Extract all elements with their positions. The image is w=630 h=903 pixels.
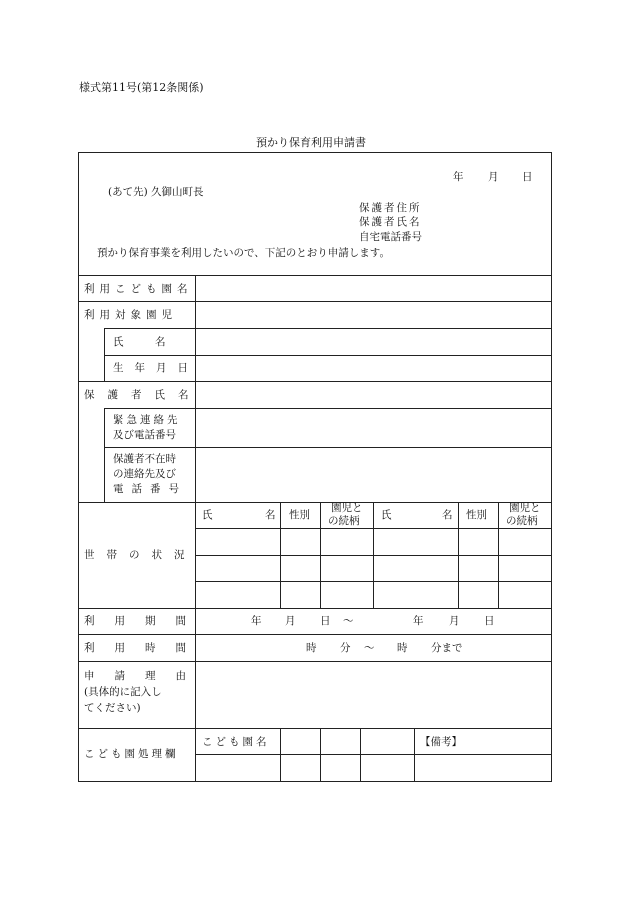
household-label: 世帯の状況 bbox=[84, 549, 197, 561]
col-divider bbox=[373, 502, 374, 608]
frame-top bbox=[78, 152, 552, 153]
hh-col-relation-2b: の続柄 bbox=[506, 515, 538, 527]
frame-left bbox=[78, 152, 79, 782]
emergency-contact-label-1: 緊急連絡先 bbox=[113, 414, 181, 426]
office-kindergarten-name: こども園名 bbox=[202, 736, 270, 748]
time-tilde: ～ bbox=[364, 642, 375, 654]
time-min-1: 分 bbox=[340, 642, 351, 654]
row-line bbox=[195, 754, 552, 755]
row-line bbox=[104, 328, 552, 329]
col-divider bbox=[320, 728, 321, 782]
row-line bbox=[78, 661, 552, 662]
row-line bbox=[104, 355, 552, 356]
row-line bbox=[78, 275, 552, 276]
hh-col-name-2b: 名 bbox=[442, 509, 453, 521]
col-divider bbox=[458, 502, 459, 608]
row-line bbox=[78, 301, 552, 302]
col-divider bbox=[280, 502, 281, 608]
absent-contact-label-2: の連絡先及び bbox=[113, 468, 176, 480]
row-line bbox=[78, 381, 552, 382]
time-until: 分まで bbox=[431, 642, 463, 654]
hh-col-gender: 性別 bbox=[289, 509, 310, 521]
label-column-divider bbox=[195, 275, 196, 782]
period-year-2: 年 bbox=[413, 615, 424, 627]
indent-divider bbox=[104, 328, 105, 381]
row-line bbox=[104, 408, 552, 409]
time-label: 利用時間 bbox=[84, 642, 206, 654]
office-label: こども園処理欄 bbox=[84, 748, 179, 760]
period-tilde: ～ bbox=[343, 615, 354, 627]
period-month-1: 月 bbox=[285, 615, 296, 627]
guardian-name-label: 保護者氏名 bbox=[359, 216, 422, 228]
guardian-address-label: 保護者住所 bbox=[359, 202, 422, 214]
hh-col-relation-1: 園児と bbox=[331, 502, 363, 514]
col-divider bbox=[320, 502, 321, 608]
frame-right bbox=[551, 152, 552, 782]
addressee: (あて先) 久御山町長 bbox=[108, 186, 204, 198]
form-number: 様式第11号(第12条関係) bbox=[79, 81, 204, 94]
child-birth-label: 生年月日 bbox=[113, 362, 199, 374]
kindergarten-name-label: 利用こども園名 bbox=[84, 283, 193, 295]
row-line bbox=[78, 634, 552, 635]
time-hour-2: 時 bbox=[397, 642, 408, 654]
indent-divider bbox=[104, 408, 105, 502]
reason-label-1: 申請理由 bbox=[84, 670, 206, 682]
absent-contact-label-1: 保護者不在時 bbox=[113, 453, 176, 465]
reason-label-3: てください) bbox=[84, 702, 141, 714]
hh-col-gender-b: 性別 bbox=[466, 509, 487, 521]
hh-col-relation-2: の続柄 bbox=[328, 515, 360, 527]
frame-bottom bbox=[78, 781, 552, 782]
row-line bbox=[104, 447, 552, 448]
child-name-label: 氏 名 bbox=[113, 336, 166, 348]
period-label: 利用期間 bbox=[84, 615, 206, 627]
form-title: 預かり保育利用申請書 bbox=[256, 136, 366, 149]
date-day: 日 bbox=[522, 171, 533, 183]
col-divider bbox=[280, 728, 281, 782]
hh-col-relation-1b: 園児と bbox=[509, 502, 541, 514]
row-line bbox=[78, 608, 552, 609]
col-divider bbox=[498, 502, 499, 608]
guardian-name-row-label: 保護者氏名 bbox=[84, 389, 202, 401]
home-phone-label: 自宅電話番号 bbox=[359, 231, 422, 243]
target-child-label: 利用対象園児 bbox=[84, 309, 177, 321]
row-line bbox=[78, 728, 552, 729]
reason-label-2: (具体的に記入し bbox=[84, 686, 162, 698]
hh-col-name-1b: 氏 bbox=[381, 509, 392, 521]
period-month-2: 月 bbox=[449, 615, 460, 627]
hh-col-name-2: 名 bbox=[265, 509, 276, 521]
office-remarks: 【備考】 bbox=[420, 736, 462, 748]
request-statement: 預かり保育事業を利用したいので、下記のとおり申請します。 bbox=[97, 247, 390, 259]
row-line bbox=[78, 502, 552, 503]
hh-col-name-1: 氏 bbox=[202, 509, 213, 521]
time-hour-1: 時 bbox=[306, 642, 317, 654]
emergency-contact-label-2: 及び電話番号 bbox=[113, 429, 176, 441]
col-divider bbox=[360, 728, 361, 782]
col-divider bbox=[414, 728, 415, 782]
period-year-1: 年 bbox=[251, 615, 262, 627]
period-day-2: 日 bbox=[484, 615, 495, 627]
date-month: 月 bbox=[488, 171, 499, 183]
absent-contact-label-3: 電話番号 bbox=[113, 483, 187, 495]
date-year: 年 bbox=[453, 171, 464, 183]
period-day-1: 日 bbox=[320, 615, 331, 627]
